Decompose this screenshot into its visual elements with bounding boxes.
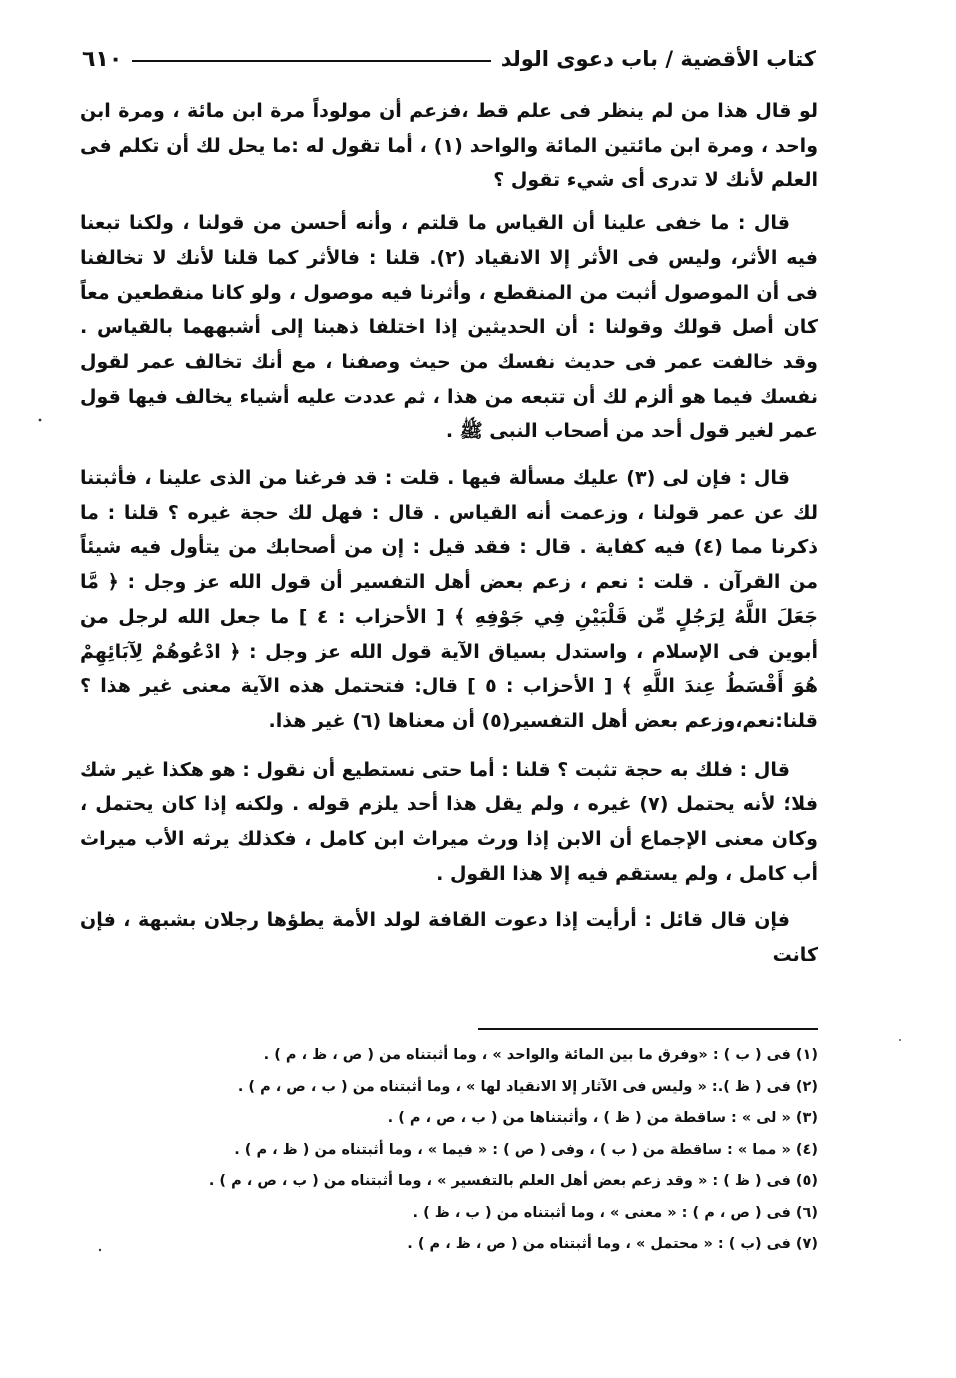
footnote-separator (478, 1028, 818, 1030)
footnote-1: (١) فى ( ب ) : «وفرق ما بين المائة والواحد » ، وما أثبتناه من ( ص ، ظ ، م ) . (263, 1047, 818, 1063)
footnote-3: (٣) « لى » : ساقطة من ( ظ ) ، وأثبتناها من ( ب ، ص ، م ) . (387, 1110, 818, 1126)
footnote-6: (٦) فى ( ص ، م ) : « معنى » ، وما أثبتناه من ( ب ، ظ ) . (412, 1204, 818, 1221)
paragraph-5: فإن قال قائل : أرأيت إذا دعوت القافة لولد الأمة يطؤها رجلان بشبهة ، فإن كانت (80, 909, 818, 967)
paragraph-2: قال : ما خفى علينا أن القياس ما قلتم ، وأنه أحسن من قولنا ، ولكنا تبعنا فيه الأثر، وليس فى الأثر إلا الانقياد (٢). قلنا : فالأثر كما قلنا لأنك لا تخالفنا فى أن الموصول أثبت من المنقطع ، وأثرنا فيه موصول ، ولو كانا منقطعين معاً كان أصل قولك وقولنا : أن الحديثين إذا اختلفا ذهبنا إلى أشبههما بالقياس . وقد خالفت عمر فى حديث نفسك من حيث وصفنا ، مع أنك تخالف عمر لقول نفسك فيما هو ألزم لك أن تتبعه من هذا ، ثم عددت عليه أشياء يخالف فيها قول عمر لغير قول أحد من أصحاب النبى ﷺ . (80, 212, 818, 443)
footnotes-list (110, 1040, 818, 1261)
header-rule (132, 60, 490, 62)
footnote-2: (٢) فى ( ظ ).: « وليس فى الآثار إلا الانقياد لها » ، وما أثبتناه من ( ب ، ص ، م ) . (237, 1078, 818, 1095)
footnote-7: (٧) فى (ب ) : « محتمل » ، وما أثبتناه من ( ص ، ظ ، م ) . (407, 1236, 818, 1252)
paragraph-4: قال : فلك به حجة تثبت ؟ قلنا : أما حتى نستطيع أن نقول : هو هكذا غير شك فلا؛ لأنه يحتمل (٧) غيره ، ولم يقل هذا أحد يلزم قوله . ولكنه إذا كان يحتمل ، وكان معنى الإجماع أن الابن إذا ورث ميراث ابن كامل ، فكذلك يرثه الأب ميراث أب كامل ، ولم يستقم فيه إلا هذا القول . (80, 758, 819, 885)
main-text (80, 94, 818, 987)
page-header (82, 42, 816, 76)
page-number: ٦١٠ (82, 46, 123, 72)
scan-speck (899, 1039, 901, 1041)
scan-speck (39, 419, 42, 422)
paragraph-1: لو قال هذا من لم ينظر فى علم قط ،فزعم أن مولوداً مرة ابن مائة ، ومرة ابن واحد ، ومرة ابن مائتين المائة والواحد (١) ، أما تقول له :ما يحل لك أن تكلم فى العلم لأنك لا تدرى أى شيء تقول ؟ (80, 100, 819, 192)
scan-speck (99, 1249, 101, 1251)
paragraph-3: قال : فإن لى (٣) عليك مسألة فيها . قلت : قد فرغنا من الذى علينا ، فأثبتنا لك عن عمر قولنا ، وزعمت أنه القياس . قال : فهل لك حجة غيره ؟ قلنا : ما ذكرنا مما (٤) فيه كفاية . قال : فقد قيل : إن من أصحابك من يتأول فيه شيئاً من القرآن . قلت : نعم ، زعم بعض أهل التفسير أن قول الله عز وجل : ﴿ مَّا جَعَلَ اللَّهُ لِرَجُلٍ مِّن قَلْبَيْنِ فِي جَوْفِهِ ﴾ [ الأحزاب : ٤ ] ما جعل الله لرجل من أبوين فى الإسلام ، واستدل بسياق الآية قول الله عز وجل : ﴿ ادْعُوهُمْ لِآبَائِهِمْ هُوَ أَقْسَطُ عِندَ اللَّهِ ﴾ [ الأحزاب : ٥ ] قال: فتحتمل هذه الآية معنى غير هذا ؟ قلنا:نعم،وزعم بعض أهل التفسير(٥) أن معناها (٦) غير هذا. (80, 467, 819, 732)
footnote-4: (٤) « مما » : ساقطة من ( ب ) ، وفى ( ص ) : « فيما » ، وما أثبتناه من ( ظ ، م ) . (234, 1141, 818, 1158)
running-head: كتاب الأقضية / باب دعوى الولد (500, 47, 816, 71)
footnote-5: (٥) فى ( ظ ) : « وقد زعم بعض أهل العلم بالتفسير » ، وما أثبتناه من ( ب ، ص ، م ) . (208, 1173, 818, 1189)
